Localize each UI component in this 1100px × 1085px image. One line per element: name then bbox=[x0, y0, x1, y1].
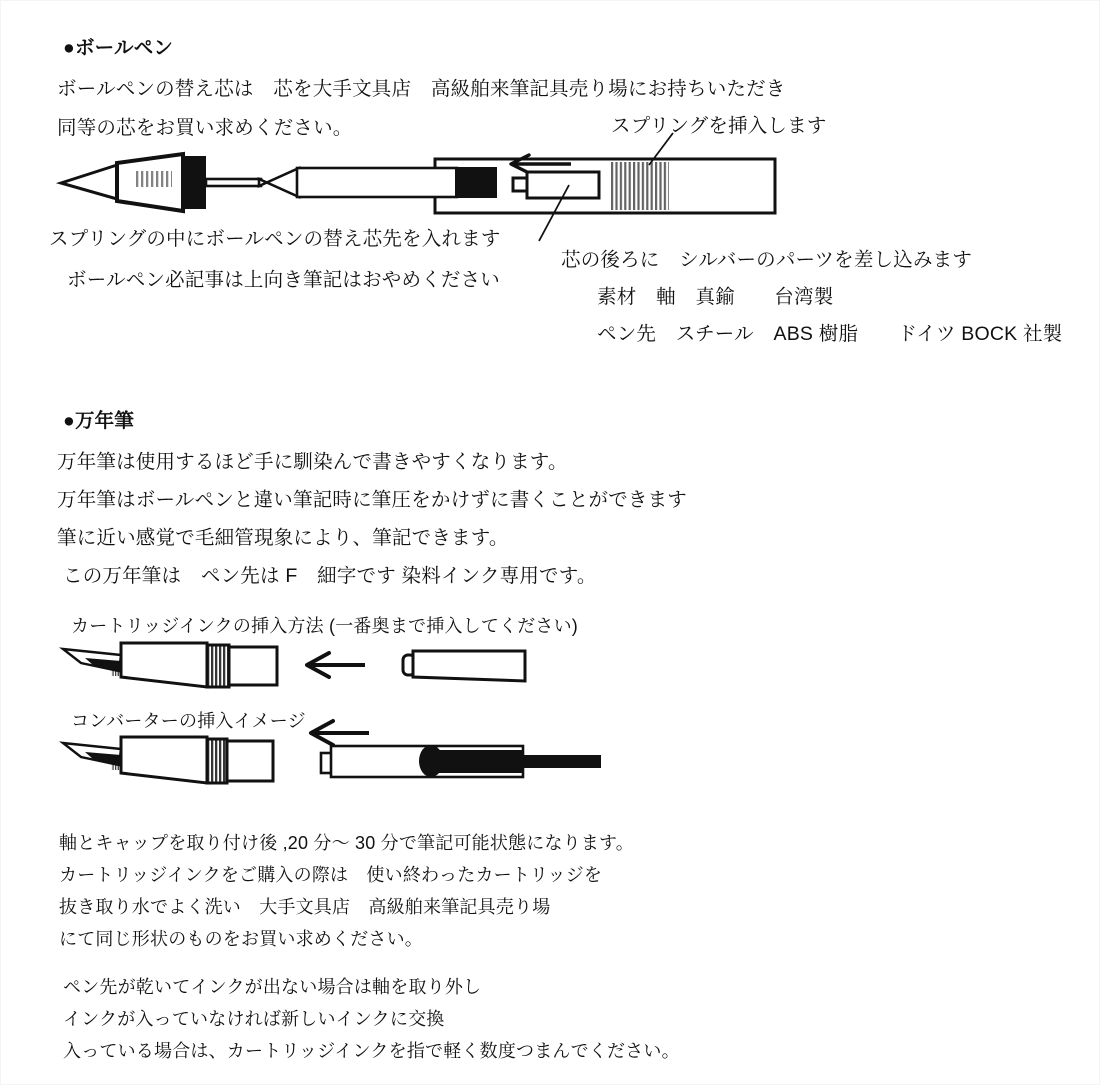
note1-line-2: カートリッジインクをご購入の際は 使い終わったカートリッジを bbox=[59, 865, 603, 885]
note1-line-1: 軸とキャップを取り付け後 ,20 分〜 30 分で筆記可能状態になります。 bbox=[59, 833, 635, 853]
spring-callout-label: スプリングを挿入します bbox=[611, 115, 827, 137]
note2-line-1: ペン先が乾いてインクが出ない場合は軸を取り外し bbox=[63, 977, 482, 997]
converter-piston-rod bbox=[431, 750, 523, 773]
cartridge-insert-figure bbox=[63, 641, 533, 693]
fountain-line-2: 万年筆はボールペンと違い筆記時に筆圧をかけずに書くことができます bbox=[57, 489, 688, 511]
converter-thread-lines bbox=[208, 740, 226, 782]
fountain-thread-lines bbox=[208, 646, 228, 686]
fountain-line-4: この万年筆は ペン先は F 細字です 染料インク専用です。 bbox=[63, 565, 597, 587]
spring-insert-caption: スプリングの中にボールペンの替え芯先を入れます bbox=[49, 228, 501, 250]
refill-black-end bbox=[455, 167, 497, 198]
grip-inner-spring bbox=[134, 171, 172, 187]
converter-knob-tail bbox=[521, 755, 601, 768]
silver-part-callout-label: 芯の後ろに シルバーのパーツを差し込みます bbox=[561, 249, 973, 271]
fountain-line-3: 筆に近い感覚で毛細管現象により、筆記できます。 bbox=[57, 527, 509, 549]
fountain-line-1: 万年筆は使用するほど手に馴染んで書きやすくなります。 bbox=[57, 451, 568, 473]
converter-barrel-mouth bbox=[227, 741, 273, 781]
cartridge-insert-caption: カートリッジインクの挿入方法 (一番奥まで挿入してください) bbox=[71, 616, 579, 636]
note1-line-4: にて同じ形状のものをお買い求めください。 bbox=[59, 929, 423, 949]
note2-line-3: 入っている場合は、カートリッジインクを指で軽く数度つまんでください。 bbox=[63, 1041, 680, 1061]
refill-cone bbox=[259, 168, 299, 197]
converter-insert-caption: コンバーターの挿入イメージ bbox=[71, 711, 306, 731]
cartridge-body bbox=[413, 651, 525, 681]
refill-thin-stem bbox=[206, 179, 261, 186]
ballpoint-line-1: ボールペンの替え芯は 芯を大手文具店 高級舶来筆記具売り場にお持ちいただき bbox=[57, 78, 786, 100]
barrel-spring bbox=[609, 162, 669, 210]
note1-line-3: 抜き取り水でよく洗い 大手文具店 高級舶来筆記具売り場 bbox=[59, 897, 551, 917]
collar-thread-lines bbox=[182, 156, 206, 209]
no-upward-writing-caption: ボールペン必記事は上向き筆記はおやめください bbox=[67, 269, 501, 291]
spec-line-2: ペン先 スチール ABS 樹脂 ドイツ BOCK 社製 bbox=[597, 323, 1063, 345]
spec-line-1: 素材 軸 真鍮 台湾製 bbox=[597, 286, 834, 308]
silver-part-nub bbox=[513, 178, 527, 191]
note2-line-2: インクが入っていなければ新しいインクに交換 bbox=[63, 1009, 445, 1029]
converter-insert-arrow bbox=[311, 721, 369, 745]
converter-insert-figure bbox=[63, 733, 611, 789]
ballpoint-line-2: 同等の芯をお買い求めください。 bbox=[57, 117, 353, 139]
converter-section-grip bbox=[121, 737, 207, 783]
silver-part-body bbox=[527, 172, 599, 198]
ballpoint-tip-cone bbox=[61, 165, 117, 199]
ballpoint-heading: ●ボールペン bbox=[63, 37, 174, 59]
fountain-section-grip bbox=[121, 643, 207, 687]
fountain-heading: ●万年筆 bbox=[63, 410, 135, 432]
refill-body bbox=[297, 168, 457, 197]
cartridge-insert-arrow bbox=[307, 653, 365, 677]
fountain-barrel-mouth bbox=[229, 647, 277, 685]
